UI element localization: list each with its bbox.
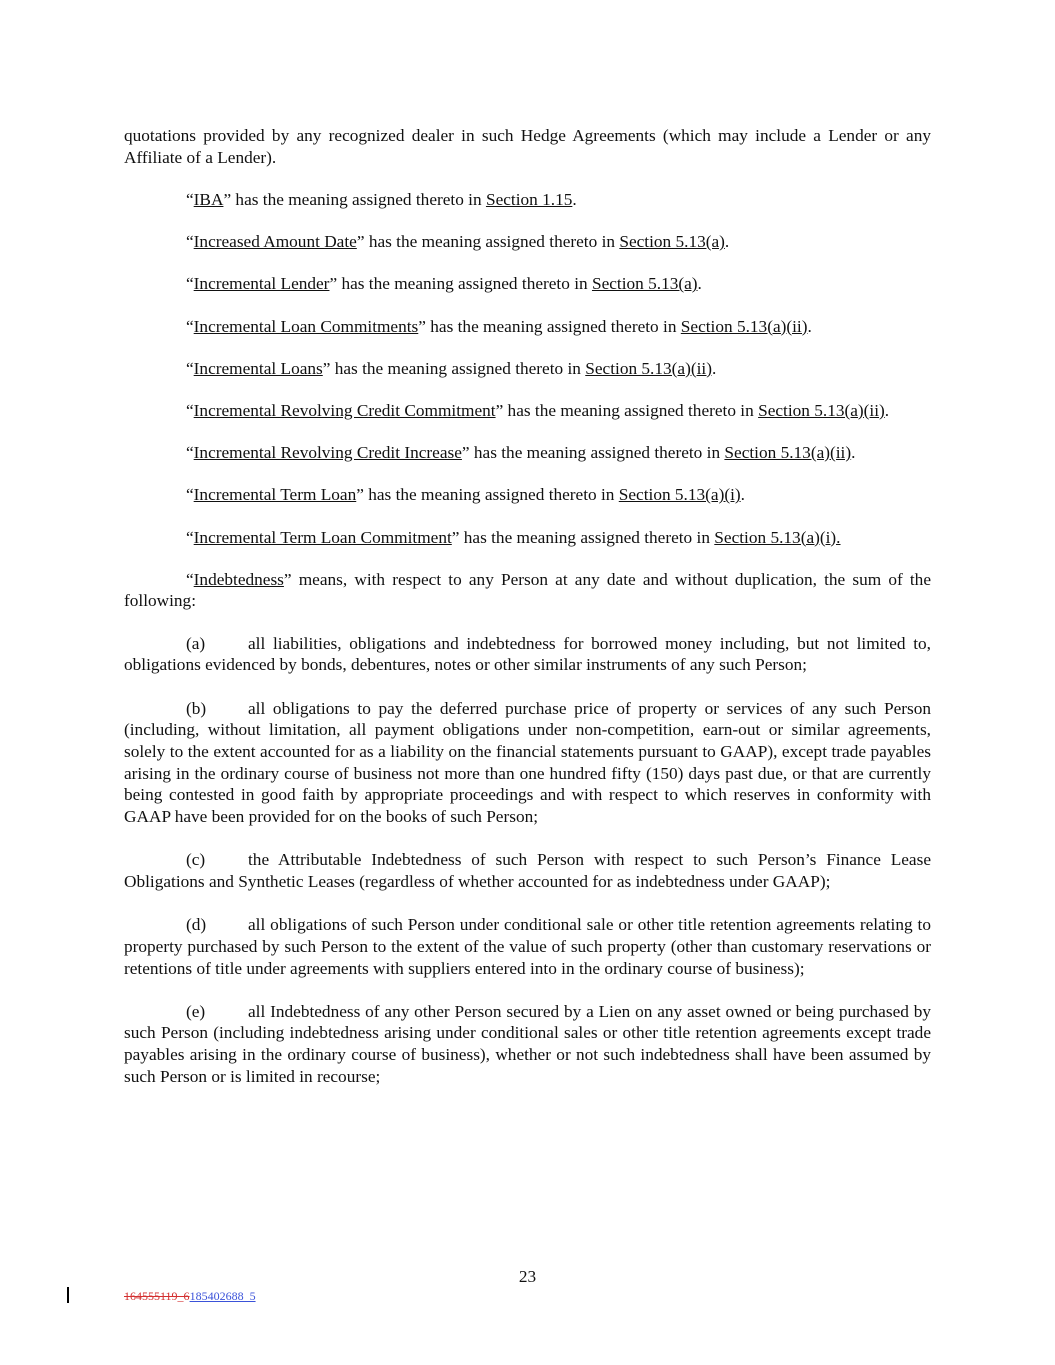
defined-term: Incremental Loans [193,358,323,378]
defined-term: Incremental Term Loan Commitment [193,527,452,547]
inserted-document-id: 185402688_5 [189,1289,256,1303]
list-item-a [124,633,931,676]
defined-term: Incremental Lender [193,274,330,294]
page-number: 23 [518,1267,537,1286]
item-text: all obligations to pay the deferred purchase price of property or services of any such Person (including, without limitation, all payment obligations under non-competition, earn-out or similar agreements, solely to the extent accounted for as a liability on the financial statements pursuant to GAAP), except trade payables arising in the ordinary course of business not more than one hundred fifty (150) days past due, or that are currently being contested in good faith by appropriate proceedings and with respect to which reserves in conformity with GAAP have been provided for on the books of such Person; [124,698,931,827]
defined-term: Incremental Revolving Credit Commitment [193,400,496,420]
definition-text: ” has the meaning assigned thereto in [322,358,586,378]
item-text: all liabilities, obligations and indebtedness for borrowed money including, but not limited to, obligations evidenced by bonds, debentures, notes or other similar instruments of any such Person; [124,633,931,675]
definition-incremental-loan-commitments: “Incremental Loan Commitments” has the meaning assigned thereto in Section 5.13(a)(ii). [186,316,812,336]
definition-text: ” has the meaning assigned thereto in [451,527,715,547]
definition-text: ” has the meaning assigned thereto in [356,485,619,505]
change-bar [67,1287,69,1303]
item-label: (e) [186,1001,206,1021]
definition-text: ” has the meaning assigned thereto in [495,400,759,420]
section-reference: Section 5.13(a) [619,232,725,252]
section-reference: Section 5.13(a)(i) [618,485,741,505]
definition-text: ” has the meaning assigned thereto in [356,232,620,252]
defined-term: Incremental Revolving Credit Increase [193,443,462,463]
section-reference: Section 5.13(a)(ii) [724,443,852,463]
defined-term: Incremental Loan Commitments [193,316,419,336]
item-label: (b) [186,698,207,718]
document-id [124,1289,256,1304]
item-label: (a) [186,633,206,653]
list-item-b [124,698,931,828]
section-reference: Section 5.13(a)(ii) [758,400,885,420]
definition-incremental-term-loan: “Incremental Term Loan” has the meaning assigned thereto in Section 5.13(a)(i). [186,485,745,505]
defined-term: Increased Amount Date [193,232,357,252]
defined-term: IBA [193,189,224,209]
definition-tail: . [697,274,702,294]
definition-incremental-term-loan-commitment: “Incremental Term Loan Commitment” has the meaning assigned thereto in Section 5.13(a)(i). [186,527,841,547]
section-reference: Section 5.13(a)(i). [714,527,841,547]
definition-iba: “IBA” has the meaning assigned thereto in Section 1.15. [186,189,577,209]
definition-tail: . [807,316,812,336]
definition-text: ” has the meaning assigned thereto in [329,274,592,294]
section-reference: Section 5.13(a)(ii) [585,358,712,378]
section-reference: Section 5.13(a)(ii) [680,316,808,336]
definition-incremental-revolving-credit-commitment: “Incremental Revolving Credit Commitment” has the meaning assigned thereto in Section 5.13(a)(ii). [186,400,890,420]
definition-tail: . [572,189,577,209]
deleted-document-id: 164555119_6 [124,1289,190,1303]
list-item-c [124,849,931,892]
defined-term: Indebtedness [193,569,284,589]
list-item-e [124,1001,931,1088]
definition-tail: . [724,232,730,252]
definition-incremental-revolving-credit-increase: “Incremental Revolving Credit Increase” has the meaning assigned thereto in Section 5.13(a)(ii). [186,443,856,463]
document-body [124,125,931,1109]
defined-term: Incremental Term Loan [193,485,357,505]
item-text: all Indebtedness of any other Person secured by a Lien on any asset owned or being purchased by such Person (including indebtedness arising under conditional sales or other title retention agreements except trade payables arising in the ordinary course of business), whether or not such indebtedness shall have been assumed by such Person or is limited in recourse; [124,1001,931,1086]
item-text: all obligations of such Person under conditional sale or other title retention agreements relating to property purchased by such Person to the extent of the value of such property (other than customary reservations or retentions of title under agreements with suppliers entered into in the ordinary course of business); [124,915,931,978]
definition-incremental-lender: “Incremental Lender” has the meaning assigned thereto in Section 5.13(a). [186,274,702,294]
intro-paragraph: quotations provided by any recognized dealer in such Hedge Agreements (which may include a Lender or any Affiliate of a Lender). [124,126,931,167]
section-reference: Section 5.13(a) [591,274,698,294]
definition-tail: . [740,485,745,505]
definition-text: ” has the meaning assigned thereto in [461,443,725,463]
item-label: (c) [186,850,206,870]
definition-increased-amount-date: “Increased Amount Date” has the meaning assigned thereto in Section 5.13(a). [186,232,730,252]
definition-text: ” has the meaning assigned thereto in [223,189,486,209]
section-reference: Section 1.15 [485,189,573,209]
definition-indebtedness: “Indebtedness” means, with respect to any Person at any date and without duplication, the sum of the following: [124,569,931,611]
definition-incremental-loans: “Incremental Loans” has the meaning assigned thereto in Section 5.13(a)(ii). [186,358,717,378]
definition-text: ” means, with respect to any Person at any date and without duplication, the sum of the following: [124,569,931,611]
definition-text: ” has the meaning assigned thereto in [418,316,681,336]
item-text: the Attributable Indebtedness of such Person with respect to such Person’s Finance Lease Obligations and Synthetic Leases (regardless of whether accounted for as indebtedness under GAAP); [124,850,931,891]
definition-tail: . [884,400,890,420]
item-label: (d) [186,915,207,935]
definition-tail: . [711,358,717,378]
definition-tail: . [851,443,856,463]
list-item-d [124,914,931,979]
